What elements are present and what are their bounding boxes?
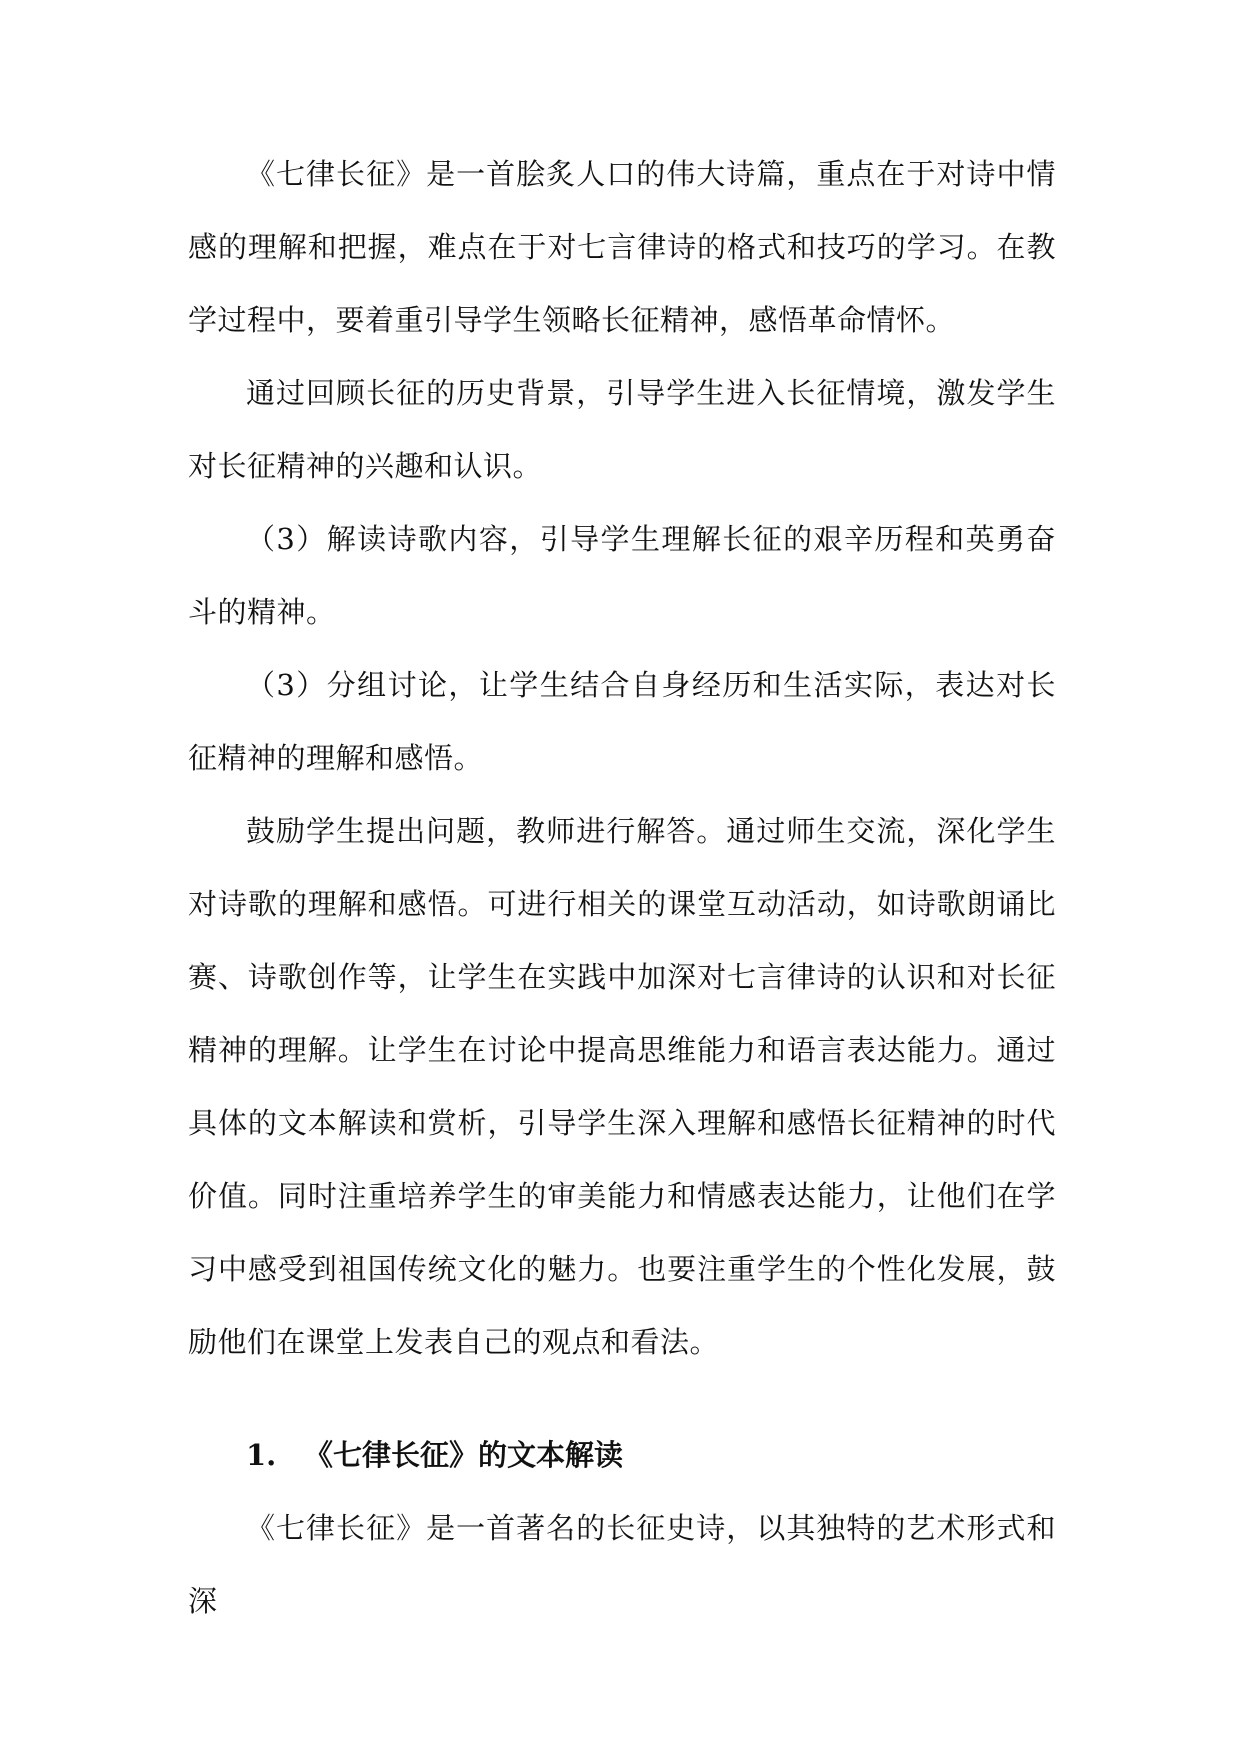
paragraph-encourage: 鼓励学生提出问题，教师进行解答。通过师生交流，深化学生对诗歌的理解和感悟。可进行相关的课堂互动活动，如诗歌朗诵比赛、诗歌创作等，让学生在实践中加深对七言律诗的认识和对长征精神的理解。让学生在讨论中提高思维能力和语言表达能力。通过具体的文本解读和赏析，引导学生深入理解和感悟长征精神的时代价值。同时注重培养学生的审美能力和情感表达能力，让他们在学习中感受到祖国传统文化的魅力。也要注重学生的个性化发展，鼓励他们在课堂上发表自己的观点和看法。 (188, 814, 1056, 1359)
section-number: 1. (246, 1438, 277, 1472)
paragraph-step-interpret: （3）解读诗歌内容，引导学生理解长征的艰辛历程和英勇奋斗的精神。 (188, 522, 1056, 629)
document-body (188, 138, 1056, 1638)
section-heading (188, 1419, 1056, 1492)
paragraph-intro: 《七律长征》是一首脍炙人口的伟大诗篇，重点在于对诗中情感的理解和把握，难点在于对七言律诗的格式和技巧的学习。在教学过程中，要着重引导学生领略长征精神，感悟革命情怀。 (188, 157, 1056, 337)
section-title: 《七律长征》的文本解读 (304, 1438, 624, 1472)
paragraph-step-discuss: （3）分组讨论，让学生结合自身经历和生活实际，表达对长征精神的理解和感悟。 (188, 668, 1056, 775)
paragraph-background: 通过回顾长征的历史背景，引导学生进入长征情境，激发学生对长征精神的兴趣和认识。 (188, 376, 1056, 483)
paragraph-text-reading: 《七律长征》是一首著名的长征史诗，以其独特的艺术形式和深 (188, 1511, 1056, 1618)
